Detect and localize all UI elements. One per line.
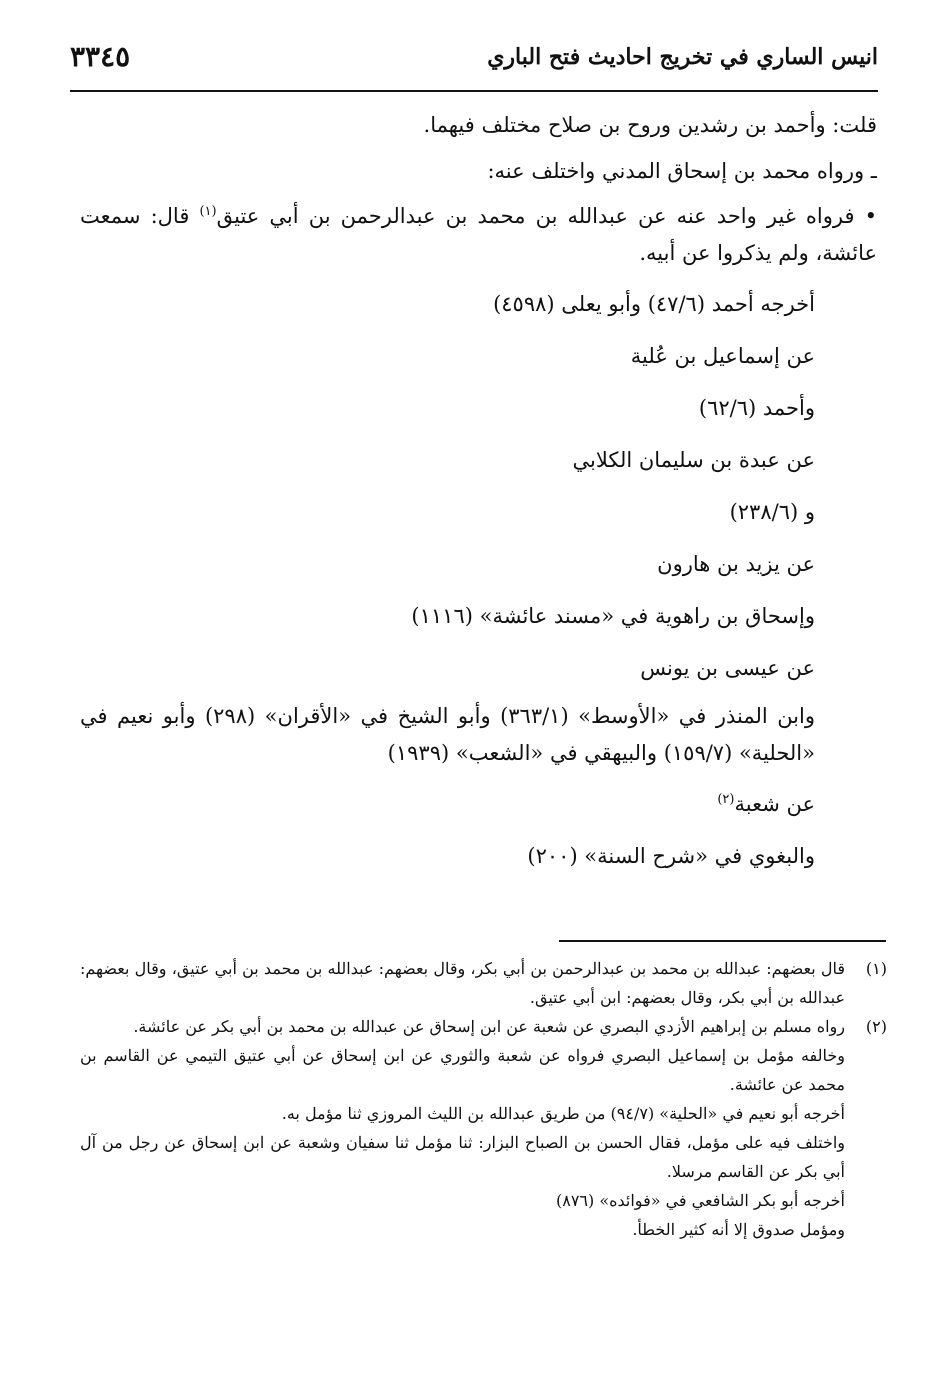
- text-line: والبغوي في «شرح السنة» (٢٠٠): [527, 844, 815, 868]
- text-line: [80, 778, 877, 830]
- footnotes: [80, 954, 887, 1244]
- footnote-number: (٢): [865, 1017, 887, 1036]
- text-paragraph: وابن المنذر في «الأوسط» (٣٦٣/١) وأبو الشيخ في «الأقران» (٢٩٨) وأبو نعيم في «الحلية» (١٥٩/٧) والبيهقي في «الشعب» (١٩٣٩): [80, 704, 815, 765]
- footnote-paragraph: وخالفه مؤمل بن إسماعيل البصري فرواه عن شعبة والثوري عن ابن إسحاق عن أبي عتيق التيمي عن القاسم بن محمد عن عائشة.: [80, 1046, 846, 1094]
- text-fragment: قال: سمعت عائشة، ولم يذكروا عن أبيه.: [80, 204, 877, 265]
- text-line: ـ ورواه محمد بن إسحاق المدني واختلف عنه:: [487, 159, 877, 183]
- footnote-2: [80, 1012, 887, 1041]
- footnote-paragraph: ومؤمل صدوق إلا أنه كثير الخطأ.: [632, 1220, 845, 1239]
- footnote-text: قال بعضهم: عبدالله بن محمد بن عبدالرحمن بن أبي بكر، وقال بعضهم: عبدالله بن محمد بن أبي عتيق، وقال بعضهم: عبدالله بن أبي بكر، وقال بعضهم: ابن أبي عتيق.: [80, 959, 845, 1007]
- text-line: عن عيسى بن يونس: [640, 656, 815, 680]
- main-text: [80, 102, 877, 882]
- footnote-paragraph: أخرجه أبو بكر الشافعي في «فوائده» (٨٧٦): [555, 1191, 845, 1210]
- footnote-ref: (٢): [717, 792, 735, 807]
- text-line: وإسحاق بن راهوية في «مسند عائشة» (١١١٦): [411, 604, 815, 628]
- text-line: قلت: وأحمد بن رشدين وروح بن صلاح مختلف فيهما.: [423, 113, 877, 137]
- text-paragraph: [80, 198, 877, 272]
- text-fragment: • فرواه غير واحد عنه عن عبدالله بن محمد بن عبدالرحمن بن أبي عتيق: [216, 204, 877, 228]
- text-line: عن إسماعيل بن عُلية: [630, 344, 815, 368]
- footnote-text: رواه مسلم بن إبراهيم الأزدي البصري عن شعبة عن ابن إسحاق عن عبدالله بن محمد بن أبي بكر عن عائشة.: [133, 1017, 845, 1036]
- text-line: أخرجه أحمد (٤٧/٦) وأبو يعلى (٤٥٩٨): [493, 292, 815, 316]
- text-line: عن يزيد بن هارون: [657, 552, 815, 576]
- text-fragment: عن شعبة: [734, 792, 815, 816]
- text-line: و (٢٣٨/٦): [729, 500, 815, 524]
- footnote-1: [80, 954, 887, 1012]
- text-line: وأحمد (٦٢/٦): [698, 396, 815, 420]
- footnote-separator: [559, 940, 886, 942]
- footnote-paragraph: أخرجه أبو نعيم في «الحلية» (٩٤/٧) من طريق عبدالله بن الليث المروزي ثنا مؤمل به.: [281, 1104, 845, 1123]
- footnote-paragraph: واختلف فيه على مؤمل، فقال الحسن بن الصباح البزار: ثنا مؤمل ثنا سفيان وشعبة عن ابن إسحاق عن رجل من آل أبي بكر عن القاسم مرسلا.: [80, 1133, 846, 1181]
- footnote-number: (١): [865, 959, 887, 978]
- page-header: [70, 40, 878, 92]
- page-number: ٣٣٤٥: [70, 40, 131, 73]
- running-title: انيس الساري في تخريج احاديث فتح الباري: [487, 44, 878, 70]
- text-line: عن عبدة بن سليمان الكلابي: [572, 448, 815, 472]
- footnote-ref: (١): [199, 204, 217, 219]
